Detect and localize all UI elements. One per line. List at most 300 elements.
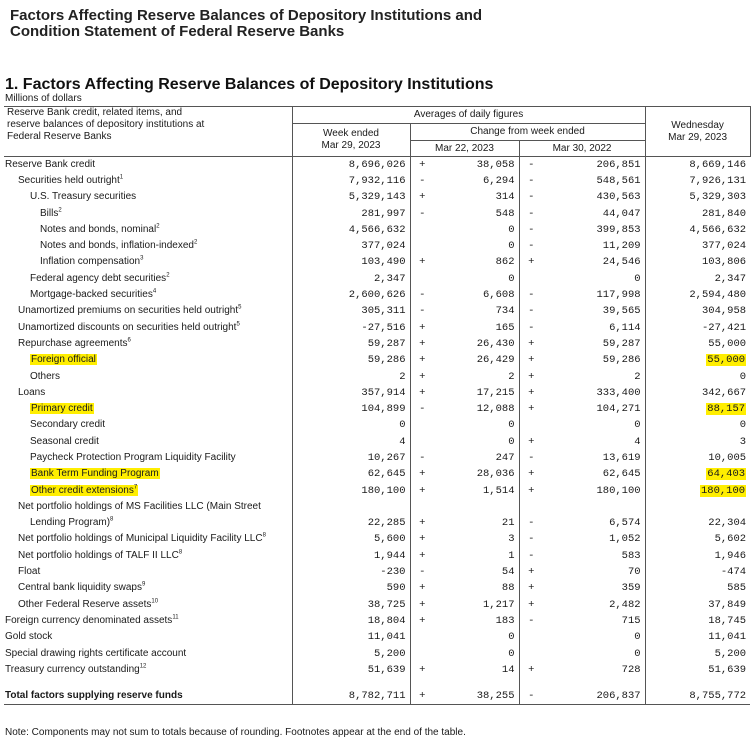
change-value: 206,837	[543, 688, 645, 704]
footnote-marker: 10	[151, 598, 159, 605]
footnote-marker: 3	[140, 256, 144, 263]
change-value: 26,429	[434, 352, 519, 368]
week-value: 377,024	[292, 238, 410, 254]
table-row	[4, 597, 750, 613]
wednesday-value	[645, 238, 750, 254]
page-title-line-2: Condition Statement of Federal Reserve Banks	[10, 23, 345, 40]
footnote-marker: 1	[119, 174, 124, 181]
wednesday-value-text: 0	[739, 419, 747, 432]
row-label	[4, 613, 292, 629]
wednesday-value	[645, 157, 750, 173]
units-label: Millions of dollars	[5, 93, 82, 104]
change-sign	[410, 222, 434, 238]
week-value: 62,645	[292, 466, 410, 482]
footnote-marker: 7	[133, 484, 138, 491]
table-row	[4, 189, 750, 205]
week-value: 59,286	[292, 352, 410, 368]
change-value: 1,217	[434, 597, 519, 613]
table-row	[4, 466, 750, 482]
table-body	[4, 157, 750, 705]
change-value: 314	[434, 189, 519, 205]
row-label	[4, 319, 292, 335]
change-sign: -	[528, 191, 535, 204]
wednesday-value-text: 585	[727, 582, 747, 595]
table-row	[4, 580, 750, 596]
wednesday-value	[645, 531, 750, 547]
row-label-text: Central bank liquidity swaps$^9$	[18, 582, 146, 594]
row-label	[4, 287, 292, 303]
wednesday-value-text: 37,849	[708, 598, 747, 611]
change-value: 180,100	[543, 482, 645, 498]
row-label-text: Foreign official	[31, 354, 96, 366]
wednesday-value	[645, 499, 750, 515]
wednesday-value-text: 5,602	[714, 533, 747, 546]
footnote-marker: 8	[178, 549, 183, 556]
wednesday-value	[645, 564, 750, 580]
change-sign: +	[528, 468, 535, 481]
item-header-line-1: Reserve Bank credit, related items, and	[7, 107, 183, 118]
change-sign: -	[419, 403, 426, 416]
table-row	[4, 499, 750, 515]
week-value: 305,311	[292, 303, 410, 319]
change-value: 14	[434, 662, 519, 678]
change-sign	[410, 499, 434, 515]
row-label	[4, 499, 292, 515]
change-value: 39,565	[543, 303, 645, 319]
row-label-text: Foreign currency denominated assets$^{11}$	[5, 614, 179, 626]
change-value: 206,851	[543, 157, 645, 173]
change-sign	[410, 238, 434, 254]
wednesday-value-text: 2,347	[714, 272, 747, 285]
change-sign: -	[528, 289, 535, 302]
wednesday-value-text: 88,157	[707, 403, 746, 416]
wednesday-value-text: 8,755,772	[689, 689, 747, 702]
row-label	[4, 385, 292, 401]
week-value: 2	[292, 368, 410, 384]
row-label-text: Bank Term Funding Program	[31, 468, 159, 480]
row-label	[4, 548, 292, 564]
change-sign: +	[528, 370, 535, 383]
change-value: 728	[543, 662, 645, 678]
table-row	[4, 548, 750, 564]
spacer-row	[4, 678, 750, 688]
week-value: 7,932,116	[292, 173, 410, 189]
wednesday-value-text: 281,840	[701, 207, 747, 220]
wednesday-value-text: 51,639	[708, 663, 747, 676]
change-value: 0	[543, 271, 645, 287]
table-row	[4, 531, 750, 547]
footnote-note: Note: Components may not sum to totals because of rounding. Footnotes appear at the end of the table.	[5, 727, 466, 738]
change-value: 0	[543, 645, 645, 661]
row-label	[4, 466, 292, 482]
change-value: 734	[434, 303, 519, 319]
row-label	[4, 417, 292, 433]
page-title	[10, 8, 482, 40]
footnote-marker: 11	[172, 614, 179, 621]
table-row	[4, 238, 750, 254]
row-label	[4, 434, 292, 450]
wednesday-value-text: 55,000	[708, 337, 747, 350]
week-value: 0	[292, 417, 410, 433]
week-value: 5,600	[292, 531, 410, 547]
row-label-text: Reserve Bank credit	[5, 158, 96, 170]
wednesday-value	[645, 482, 750, 498]
wednesday-value-text: 304,958	[701, 305, 747, 318]
wednesday-value-text: 7,926,131	[689, 174, 747, 187]
change-sign: +	[528, 256, 535, 269]
change-value: 0	[434, 238, 519, 254]
wednesday-value-text: 18,745	[708, 614, 747, 627]
wednesday-value-text: 11,041	[708, 631, 747, 644]
change-value: 21	[434, 515, 519, 531]
week-ended-line-1: Week ended	[323, 128, 379, 139]
change-sign: -	[528, 240, 535, 253]
table-row	[4, 629, 750, 645]
wednesday-value	[645, 688, 750, 704]
table-row	[4, 352, 750, 368]
table-row	[4, 287, 750, 303]
week-ended-line-2: Mar 29, 2023	[321, 140, 381, 151]
wednesday-value-text: 64,403	[707, 468, 746, 481]
row-label-text: U.S. Treasury securities	[30, 191, 137, 203]
spacer-cell	[4, 678, 292, 688]
change-sign	[410, 434, 434, 450]
change-value: 399,853	[543, 222, 645, 238]
table-row	[4, 417, 750, 433]
row-label	[4, 303, 292, 319]
row-label-text: Other Federal Reserve assets$^{10}$	[18, 598, 159, 610]
week-value: 18,804	[292, 613, 410, 629]
change-value: 2,482	[543, 597, 645, 613]
item-header-line-2: reserve balances of depository institutions at	[7, 119, 205, 130]
week-value: 5,200	[292, 645, 410, 661]
change-value: 62,645	[543, 466, 645, 482]
table-row	[4, 434, 750, 450]
row-label	[4, 531, 292, 547]
footnote-marker: 5	[238, 304, 242, 311]
change-value: 2	[543, 368, 645, 384]
change-sign: -	[419, 174, 426, 187]
wednesday-value-text: 4,566,632	[689, 223, 747, 236]
change-value: 38,058	[434, 157, 519, 173]
week-value: 4,566,632	[292, 222, 410, 238]
change-sign: +	[419, 582, 426, 595]
change-value: 13,619	[543, 450, 645, 466]
footnote-marker: 2	[58, 207, 62, 214]
change-sign: +	[528, 598, 535, 611]
wednesday-value	[645, 222, 750, 238]
row-label-text: Unamortized discounts on securities held outright$^5$	[18, 321, 240, 333]
wednesday-value	[645, 368, 750, 384]
wednesday-value-text: 377,024	[701, 240, 747, 253]
change-value: 583	[543, 548, 645, 564]
wednesday-header-line-2: Mar 29, 2023	[668, 131, 728, 143]
change-value: 1	[434, 548, 519, 564]
week-value: 10,267	[292, 450, 410, 466]
row-label	[4, 450, 292, 466]
change-sign: -	[528, 517, 535, 530]
week-value: 2,600,626	[292, 287, 410, 303]
change-sign	[519, 645, 543, 661]
change-value: 6,294	[434, 173, 519, 189]
change-sign: -	[528, 207, 535, 220]
row-label	[4, 688, 292, 704]
wednesday-value-text: 1,946	[714, 549, 747, 562]
change-sign: +	[528, 354, 535, 367]
row-label-text: Bills$^2$	[40, 207, 62, 219]
wednesday-value	[645, 645, 750, 661]
change-value: 0	[543, 629, 645, 645]
change-value: 0	[434, 629, 519, 645]
wednesday-value	[645, 287, 750, 303]
change-sign: -	[528, 614, 535, 627]
wednesday-value	[645, 385, 750, 401]
change-sign	[519, 629, 543, 645]
change-value: 0	[434, 417, 519, 433]
row-label	[4, 482, 292, 498]
change-sign	[410, 629, 434, 645]
change-sign	[519, 417, 543, 433]
table-row	[4, 482, 750, 498]
wednesday-value	[645, 303, 750, 319]
wednesday-value	[645, 580, 750, 596]
row-label	[4, 271, 292, 287]
change-value: 183	[434, 613, 519, 629]
change-sign: -	[528, 321, 535, 334]
row-label	[4, 368, 292, 384]
wednesday-value	[645, 515, 750, 531]
change-value: 3	[434, 531, 519, 547]
change-value: 862	[434, 254, 519, 270]
change-value: 165	[434, 319, 519, 335]
footnote-marker: 8	[262, 533, 266, 540]
wednesday-value-text: 8,669,146	[689, 158, 747, 171]
change-sign: +	[528, 484, 535, 497]
change-value: 359	[543, 580, 645, 596]
change-sign: -	[419, 305, 426, 318]
row-label-text: Other credit extensions$^7$	[31, 484, 138, 496]
change-sign: +	[419, 191, 426, 204]
change-sign: -	[419, 451, 426, 464]
change-sign: -	[528, 451, 535, 464]
spacer-cell	[410, 678, 434, 688]
week-value: 11,041	[292, 629, 410, 645]
change-sign: -	[519, 688, 543, 704]
wednesday-value	[645, 401, 750, 417]
wednesday-value	[645, 434, 750, 450]
change-sign	[519, 499, 543, 515]
row-label-text: Lending Program)$^8$	[30, 516, 114, 529]
row-label-text: Special drawing rights certificate account	[5, 647, 187, 659]
change-value: 333,400	[543, 385, 645, 401]
row-label-text: Mortgage-backed securities$^4$	[30, 288, 157, 301]
row-label-text: Treasury currency outstanding$^{12}$	[5, 663, 147, 675]
wednesday-value	[645, 352, 750, 368]
wednesday-value-text: 103,806	[701, 256, 747, 269]
table-row	[4, 336, 750, 352]
row-label-text: Net portfolio holdings of MS Facilities LLC (Main Street	[18, 500, 261, 512]
wednesday-value-text: 3	[739, 435, 747, 448]
row-label	[4, 645, 292, 661]
row-label-text: Others	[30, 370, 61, 382]
change-sign: +	[528, 582, 535, 595]
table-row	[4, 450, 750, 466]
change-value: 548	[434, 205, 519, 221]
row-label	[4, 189, 292, 205]
wednesday-value-text: 5,200	[714, 647, 747, 660]
change-sign: +	[419, 598, 426, 611]
week-value: 104,899	[292, 401, 410, 417]
table-row	[4, 515, 750, 531]
week-value: 51,639	[292, 662, 410, 678]
week-value: 103,490	[292, 254, 410, 270]
row-label	[4, 580, 292, 596]
spacer-cell	[519, 678, 543, 688]
week-value: 8,782,711	[292, 688, 410, 704]
wednesday-header-line-1: Wednesday	[671, 119, 724, 131]
change-value: 1,052	[543, 531, 645, 547]
row-label-text: Securities held outright$^1$	[18, 174, 124, 186]
wednesday-value	[645, 417, 750, 433]
row-label	[4, 564, 292, 580]
table-row	[4, 254, 750, 270]
row-label-text: Unamortized premiums on securities held outright$^5$	[18, 304, 242, 317]
change-value: 54	[434, 564, 519, 580]
week-value: -27,516	[292, 319, 410, 335]
row-label-text: Primary credit	[31, 403, 93, 415]
change-value: 28,036	[434, 466, 519, 482]
change-sign: -	[528, 223, 535, 236]
change-value: 24,546	[543, 254, 645, 270]
row-label	[4, 597, 292, 613]
change-value: 17,215	[434, 385, 519, 401]
week-value: 2,347	[292, 271, 410, 287]
row-label-text: Gold stock	[5, 631, 53, 643]
footnote-marker: 2	[166, 272, 170, 279]
change-value: 715	[543, 613, 645, 629]
change-value: 59,287	[543, 336, 645, 352]
table-row	[4, 205, 750, 221]
change-value: 6,574	[543, 515, 645, 531]
footnote-marker: 4	[152, 288, 157, 295]
week-value: 1,944	[292, 548, 410, 564]
table-row	[4, 271, 750, 287]
wednesday-value-text: -27,421	[701, 321, 747, 334]
change-value: 6,608	[434, 287, 519, 303]
change-value: 0	[434, 222, 519, 238]
wednesday-value-text: 10,005	[708, 451, 747, 464]
row-label-text: Secondary credit	[30, 419, 106, 431]
wednesday-value	[645, 662, 750, 678]
change-sign: -	[528, 174, 535, 187]
row-label-text: Total factors supplying reserve funds	[5, 689, 183, 701]
table-row	[4, 303, 750, 319]
change-value: 38,255	[434, 688, 519, 704]
change-value: 11,209	[543, 238, 645, 254]
change-sign: +	[528, 566, 535, 579]
week-value: 180,100	[292, 482, 410, 498]
section-title: 1. Factors Affecting Reserve Balances of Depository Institutions	[5, 76, 494, 93]
change-value: 117,998	[543, 287, 645, 303]
table-row	[4, 157, 750, 173]
change-sign	[410, 417, 434, 433]
change-sign	[410, 271, 434, 287]
spacer-cell	[543, 678, 645, 688]
week-value: -230	[292, 564, 410, 580]
change-value: 4	[543, 434, 645, 450]
row-label-text: Federal agency debt securities$^2$	[30, 272, 170, 284]
wednesday-value	[645, 254, 750, 270]
change-sign: -	[528, 158, 535, 171]
row-label	[4, 157, 292, 173]
change-sign: +	[528, 386, 535, 399]
footnote-marker: 9	[141, 582, 146, 589]
wednesday-value	[645, 205, 750, 221]
row-label	[4, 254, 292, 270]
row-label-text: Notes and bonds, inflation-indexed$^2$	[40, 239, 198, 252]
change-value: 0	[434, 434, 519, 450]
wednesday-value-text: 22,304	[708, 517, 747, 530]
footnote-marker: 8	[110, 516, 114, 523]
footnote-marker: 2	[156, 223, 160, 230]
change-value: 26,430	[434, 336, 519, 352]
row-label-text: Net portfolio holdings of TALF II LLC$^8$	[18, 549, 183, 561]
wednesday-value-text: 55,000	[707, 354, 746, 367]
table-header	[4, 107, 750, 157]
week-value: 59,287	[292, 336, 410, 352]
wednesday-value-text: -474	[720, 566, 747, 579]
change-mar22-header: Mar 22, 2023	[410, 141, 519, 157]
page-title-line-1: Factors Affecting Reserve Balances of Depository Institutions and	[10, 7, 483, 24]
table-row	[4, 662, 750, 678]
table-row	[4, 222, 750, 238]
row-label	[4, 173, 292, 189]
change-sign: +	[419, 256, 426, 269]
averages-header: Averages of daily figures	[292, 107, 645, 124]
change-sign: +	[528, 663, 535, 676]
change-value: 88	[434, 580, 519, 596]
change-value: 6,114	[543, 319, 645, 335]
change-value: 104,271	[543, 401, 645, 417]
change-value: 70	[543, 564, 645, 580]
table-row	[4, 645, 750, 661]
change-sign: -	[419, 207, 426, 220]
row-label-text: Inflation compensation$^3$	[40, 256, 144, 268]
change-value: 430,563	[543, 189, 645, 205]
week-value: 281,997	[292, 205, 410, 221]
change-sign: +	[419, 386, 426, 399]
row-label	[4, 662, 292, 678]
row-label	[4, 629, 292, 645]
change-sign: +	[419, 354, 426, 367]
change-sign: +	[419, 533, 426, 546]
change-sign: +	[419, 321, 426, 334]
footnote-marker: 12	[139, 663, 147, 670]
wednesday-value	[645, 173, 750, 189]
wednesday-value	[645, 271, 750, 287]
change-value	[434, 499, 519, 515]
row-label	[4, 222, 292, 238]
wednesday-value	[645, 189, 750, 205]
row-label	[4, 238, 292, 254]
change-value: 247	[434, 450, 519, 466]
change-sign: +	[419, 370, 426, 383]
week-value: 8,696,026	[292, 157, 410, 173]
spacer-cell	[292, 678, 410, 688]
change-sign: +	[419, 484, 426, 497]
row-label	[4, 336, 292, 352]
change-value: 0	[434, 271, 519, 287]
